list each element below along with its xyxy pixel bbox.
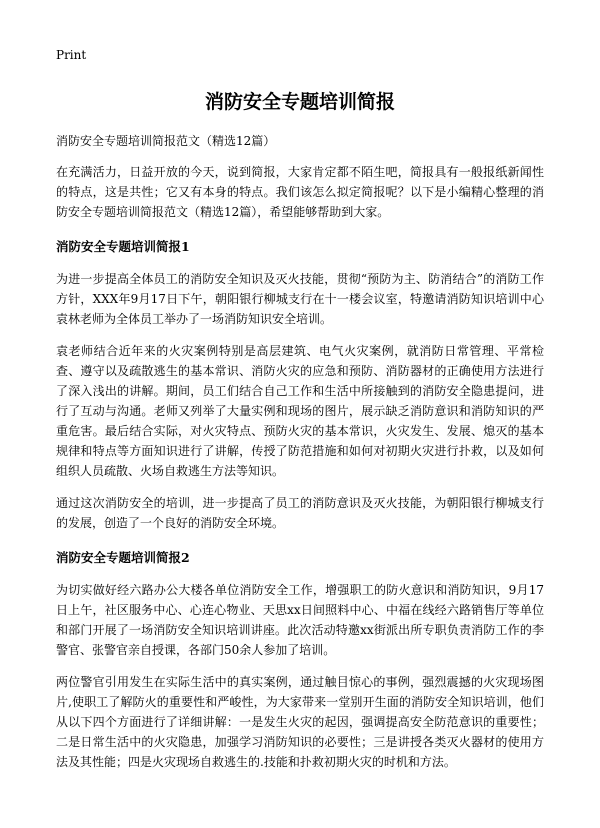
section-2-paragraph-1: 为切实做好经六路办公大楼各单位消防安全工作，增强职工的防火意识和消防知识，9月17日上午，社区服务中心、心连心物业、天思xx日间照料中心、中福在线经六路销售厅等单位和部门开展了一场消防安全知识培训讲座。此次活动特邀xx街派出所专职负责消防工作的李警官、张警官亲自授课，各部门50余人参加了培训。 bbox=[56, 583, 544, 657]
section-1-heading: 消防安全专题培训简报1 bbox=[56, 239, 190, 254]
section-1-paragraph-2: 袁老师结合近年来的火灾案例特别是高层建筑、电气火灾案例，就消防日常管理、平常检查、遵守以及疏散逃生的基本常识、消防火灾的应急和预防、消防器材的正确使用方法进行了深入浅出的讲解。期间，员工们结合自己工作和生活中所接触到的消防安全隐患提问，进行了互动与沟通。老师又列举了大量实例和现场的图片，展示缺乏消防意识和消防知识的严重危害。最后结合实际，对火灾特点、预防火灾的基本常识，火灾发生、发展、熄灭的基本规律和特点等方面知识进行了讲解，传授了防范措施和如何对初期火灾进行扑救，以及如何组织人员疏散、火场自救逃生方法等知识。 bbox=[56, 344, 544, 478]
section-1-paragraph-1: 为进一步提高全体员工的消防安全知识及灭火技能，贯彻“预防为主、防消结合”的消防工作方针，XXX年9月17日下午，朝阳银行柳城支行在十一楼会议室，特邀请消防知识培训中心袁林老师为全体员工举办了一场消防知识安全培训。 bbox=[56, 272, 544, 326]
subtitle: 消防安全专题培训简报范文（精选12篇） bbox=[56, 134, 276, 148]
page-title: 消防安全专题培训简报 bbox=[204, 91, 395, 113]
print-link[interactable]: Print bbox=[56, 48, 87, 62]
section-1-paragraph-3: 通过这次消防安全的培训，进一步提高了员工的消防意识及灭火技能，为朝阳银行柳城支行的发展，创造了一个良好的消防安全环境。 bbox=[56, 496, 544, 530]
section-2-paragraph-2: 两位警官引用发生在实际生活中的真实案例，通过触目惊心的事例，强烈震撼的火灾现场图片,使职工了解防火的重要性和严峻性，为大家带来一堂别开生面的消防安全知识培训，他们从以下四个方面进行了详细讲解：一是发生火灾的起因，强调提高安全防范意识的重要性；二是日常生活中的火灾隐患，加强学习消防知识的必要性；三是讲授各类灭火器材的使用方法及其性能；四是火灾现场自救逃生的.技能和扑救初期火灾的时机和方法。 bbox=[56, 675, 544, 769]
section-2-heading: 消防安全专题培训简报2 bbox=[56, 550, 190, 565]
intro-paragraph: 在充满活力，日益开放的今天，说到简报，大家肯定都不陌生吧，简报具有一般报纸新闻性的特点，这是共性；它又有本身的特点。我们该怎么拟定简报呢？以下是小编精心整理的消防安全专题培训简报范文（精选12篇），希望能够帮助到大家。 bbox=[56, 165, 544, 219]
